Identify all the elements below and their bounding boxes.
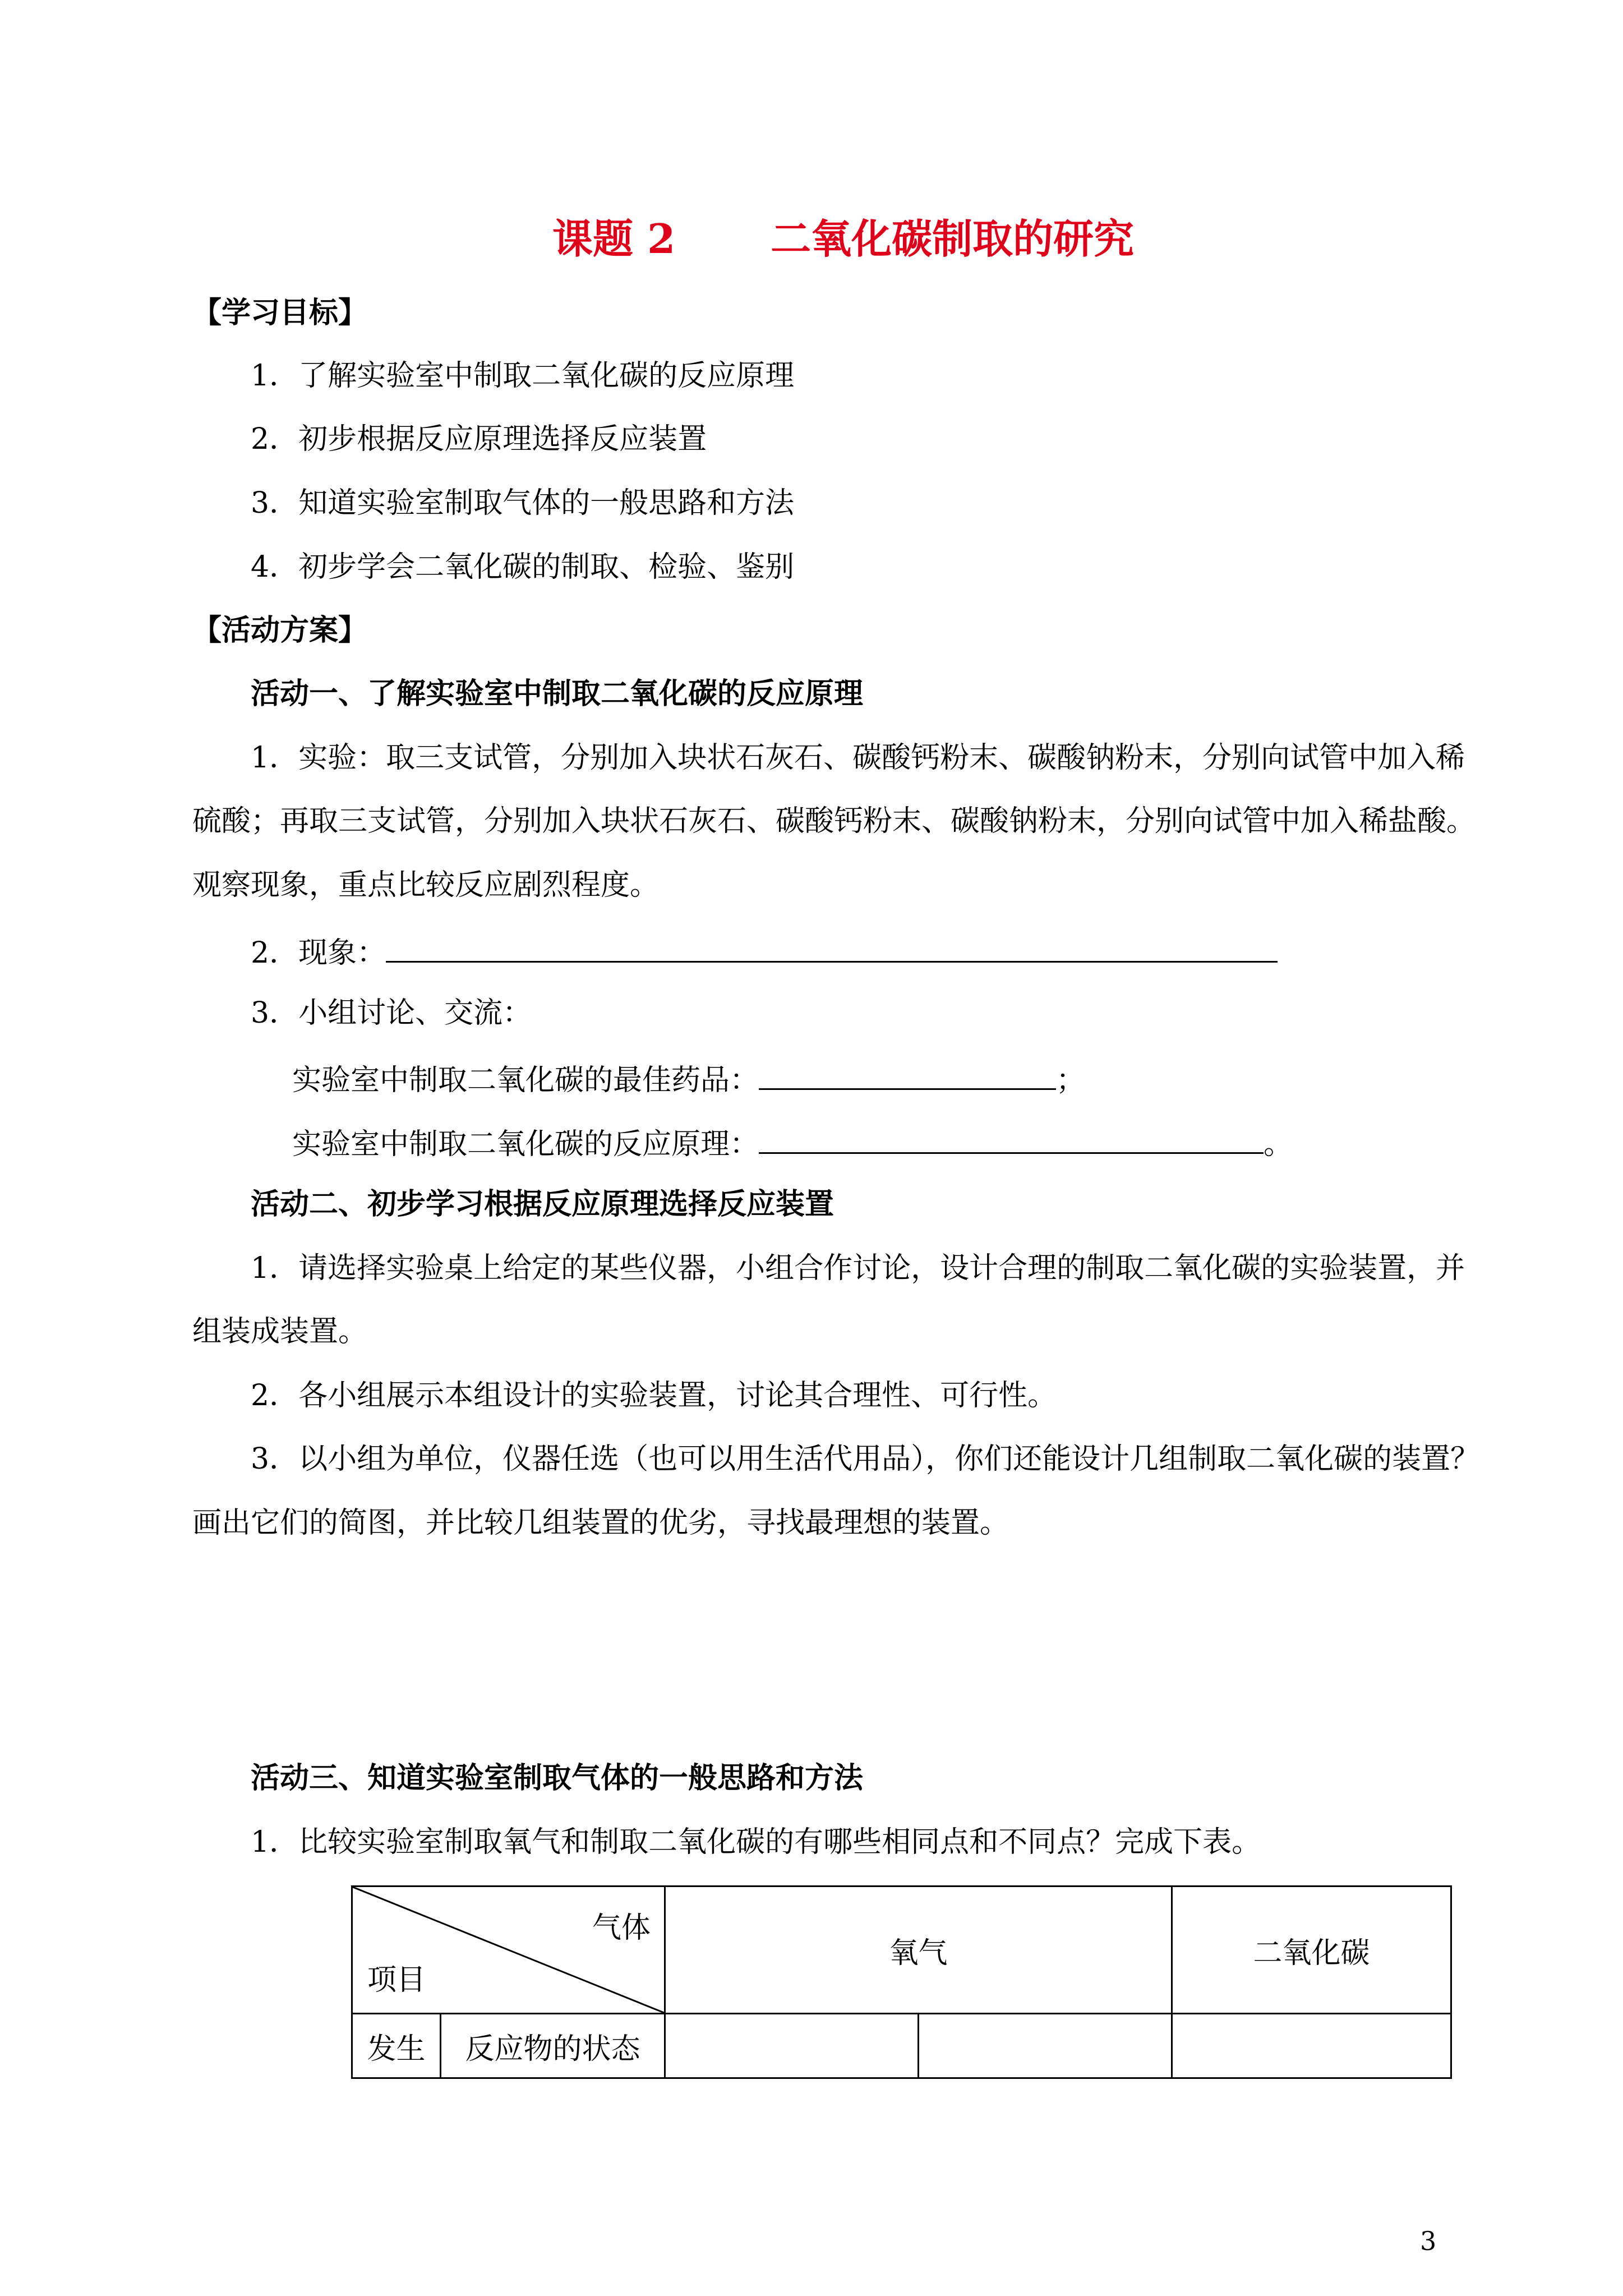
column-header-co2: 二氧化碳 <box>1172 1887 1451 2014</box>
reaction-principle-blank[interactable] <box>759 1126 1264 1154</box>
goal-item: 1．了解实验室中制取二氧化碳的反应原理 <box>251 359 795 393</box>
plan-heading: 【活动方案】 <box>192 613 368 647</box>
row-group-label: 发生 <box>352 2014 441 2078</box>
best-reagent-label: 实验室中制取二氧化碳的最佳药品： <box>292 1063 759 1097</box>
comparison-table <box>351 1885 1452 2079</box>
activity2-paragraph-line: 3．以小组为单位，仪器任选（也可以用生活代用品），你们还能设计几组制取二氧化碳的装置？ <box>251 1442 1480 1476</box>
table-cell-blank[interactable] <box>919 2014 1172 2078</box>
activity1-paragraph-line: 观察现象，重点比较反应剧烈程度。 <box>192 868 660 902</box>
activity2-paragraph-line: 1．请选择实验桌上给定的某些仪器，小组合作讨论，设计合理的制取二氧化碳的实验装置，并 <box>251 1251 1465 1285</box>
phenomenon-label: 2．现象： <box>251 936 386 970</box>
best-reagent-blank[interactable] <box>759 1062 1056 1090</box>
corner-header-item: 项目 <box>367 1963 426 1997</box>
row-item-label: 反应物的状态 <box>441 2014 665 2078</box>
activity3-heading: 活动三、知道实验室制取气体的一般思路和方法 <box>251 1761 864 1795</box>
phenomenon-row <box>251 935 1278 968</box>
lesson-topic: 二氧化碳制取的研究 <box>771 215 1135 263</box>
reaction-principle-end: 。 <box>1264 1127 1293 1161</box>
best-reagent-row <box>292 1062 1085 1095</box>
best-reagent-end: ； <box>1056 1063 1086 1097</box>
goal-item: 2．初步根据反应原理选择反应装置 <box>251 422 707 456</box>
activity1-heading: 活动一、了解实验室中制取二氧化碳的反应原理 <box>251 677 864 711</box>
page-title <box>552 215 1135 263</box>
table-corner-cell <box>352 1887 665 2014</box>
column-header-oxygen: 氧气 <box>665 1887 1172 2014</box>
goals-heading: 【学习目标】 <box>192 296 368 330</box>
activity2-paragraph-line: 画出它们的简图，并比较几组装置的优劣，寻找最理想的装置。 <box>192 1506 1009 1540</box>
activity1-paragraph-line: 硫酸；再取三支试管，分别加入块状石灰石、碳酸钙粉末、碳酸钠粉末，分别向试管中加入稀盐酸。 <box>192 804 1476 838</box>
phenomenon-blank[interactable] <box>386 935 1278 963</box>
activity1-paragraph-line: 1．实验：取三支试管，分别加入块状石灰石、碳酸钙粉末、碳酸钠粉末，分别向试管中加入稀 <box>251 741 1465 775</box>
goal-item: 4．初步学会二氧化碳的制取、检验、鉴别 <box>251 550 795 584</box>
page-number: 3 <box>1420 2226 1437 2256</box>
activity2-heading: 活动二、初步学习根据反应原理选择反应装置 <box>251 1187 834 1221</box>
table-cell-blank[interactable] <box>1172 2014 1451 2078</box>
reaction-principle-label: 实验室中制取二氧化碳的反应原理： <box>292 1127 759 1161</box>
goal-item: 3．知道实验室制取气体的一般思路和方法 <box>251 486 795 520</box>
corner-header-gas: 气体 <box>592 1911 651 1945</box>
activity3-paragraph-line: 1．比较实验室制取氧气和制取二氧化碳的有哪些相同点和不同点？完成下表。 <box>251 1825 1261 1859</box>
reaction-principle-row <box>292 1126 1293 1159</box>
activity2-paragraph-line: 2．各小组展示本组设计的实验装置，讨论其合理性、可行性。 <box>251 1379 1057 1412</box>
discussion-label: 3．小组讨论、交流： <box>251 996 532 1030</box>
activity2-paragraph-line: 组装成装置。 <box>192 1315 368 1349</box>
lesson-number: 课题 2 <box>552 215 676 263</box>
table-cell-blank[interactable] <box>665 2014 919 2078</box>
